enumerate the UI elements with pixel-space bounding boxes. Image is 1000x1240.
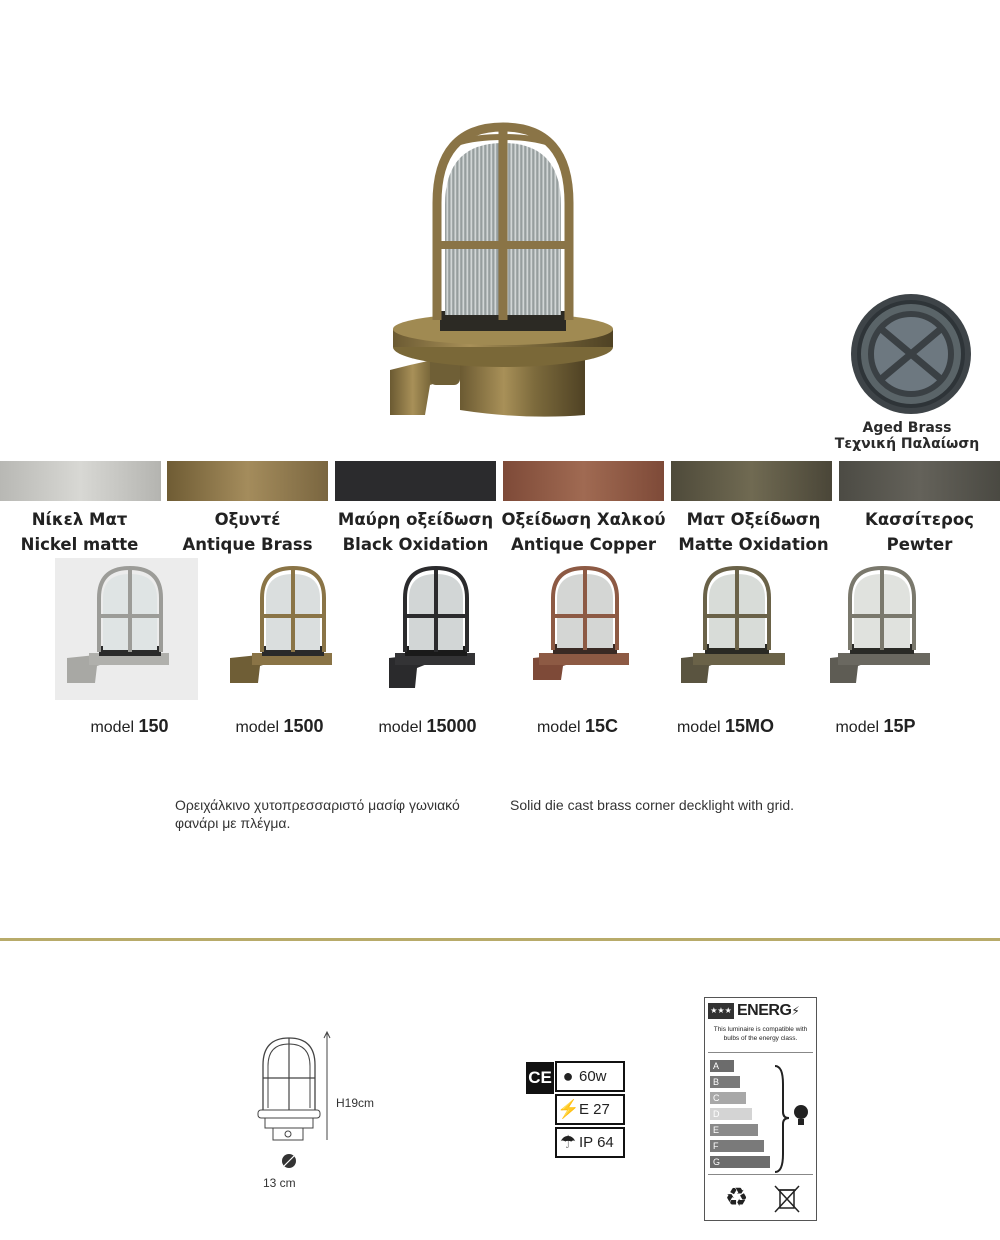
model-code: 15MO bbox=[725, 716, 775, 736]
height-dimension: H19cm bbox=[336, 1096, 375, 1110]
finish-english: Antique Copper bbox=[511, 535, 656, 554]
energy-label-note: This luminaire is compatible with bulbs of the energy class. bbox=[713, 1026, 808, 1042]
aged-brass-sample-image bbox=[850, 293, 972, 415]
energy-class-F: F bbox=[710, 1140, 764, 1152]
finish-english: Black Oxidation bbox=[342, 535, 489, 554]
model-label-15P bbox=[792, 716, 959, 737]
model-prefix: model bbox=[676, 719, 721, 736]
thumb-model-150 bbox=[55, 558, 198, 700]
model-code: 15000 bbox=[426, 716, 477, 736]
finish-greek: Οξυντέ bbox=[214, 510, 281, 529]
swatch-pewter bbox=[839, 461, 1000, 501]
diameter-dimension: 13 cm bbox=[263, 1176, 296, 1190]
lightning-icon: ⚡ bbox=[791, 1004, 800, 1018]
finish-name-antique-copper bbox=[500, 507, 667, 557]
swatch-black-oxidation bbox=[335, 461, 496, 501]
socket-value: E 27 bbox=[579, 1101, 610, 1118]
energy-class-A: A bbox=[710, 1060, 734, 1072]
thumb-model-15MO bbox=[677, 558, 820, 700]
swatch-nickel-matte bbox=[0, 461, 161, 501]
model-label-1500 bbox=[196, 716, 363, 737]
model-label-150 bbox=[46, 716, 213, 737]
diameter-icon bbox=[281, 1153, 297, 1169]
dimension-drawing bbox=[255, 1030, 335, 1150]
model-prefix: model bbox=[378, 719, 423, 736]
aged-brass-title: Aged Brass bbox=[862, 420, 952, 436]
swatch-antique-brass bbox=[167, 461, 328, 501]
energy-class-C: C bbox=[710, 1092, 746, 1104]
model-prefix: model bbox=[90, 719, 135, 736]
thumb-model-15C bbox=[525, 558, 668, 700]
thumb-model-1500 bbox=[218, 558, 361, 700]
model-code: 1500 bbox=[283, 716, 324, 736]
model-label-15C bbox=[494, 716, 661, 737]
swatch-matte-oxidation bbox=[671, 461, 832, 501]
model-label-15000 bbox=[344, 716, 511, 737]
aged-brass-subtitle: Τεχνική Παλαίωση bbox=[834, 436, 980, 452]
finish-greek: Μαύρη οξείδωση bbox=[337, 510, 494, 529]
model-prefix: model bbox=[835, 719, 880, 736]
model-code: 150 bbox=[138, 716, 169, 736]
energy-class-G: G bbox=[710, 1156, 770, 1168]
spec-socket bbox=[555, 1094, 625, 1125]
wattage-value: 60w bbox=[579, 1068, 607, 1085]
finish-name-nickel bbox=[0, 507, 163, 557]
finish-greek: Οξείδωση Χαλκού bbox=[501, 510, 666, 529]
model-label-15MO bbox=[642, 716, 809, 737]
section-divider bbox=[0, 938, 1000, 941]
model-code: 15P bbox=[883, 716, 916, 736]
finish-greek: Κασσίτερος bbox=[865, 510, 974, 529]
energy-class-B: B bbox=[710, 1076, 740, 1088]
finish-english: Nickel matte bbox=[20, 535, 139, 554]
ce-mark: CE bbox=[526, 1062, 554, 1094]
bracket-bulb-icon bbox=[773, 1064, 813, 1174]
energy-label-title: ENERG bbox=[737, 1002, 792, 1019]
lightning-icon: ⚡ bbox=[557, 1099, 580, 1119]
energy-divider bbox=[708, 1052, 813, 1053]
model-prefix: model bbox=[235, 719, 280, 736]
finish-name-matte-oxidation bbox=[670, 507, 837, 557]
finish-greek: Ματ Οξείδωση bbox=[686, 510, 821, 529]
spec-ip bbox=[555, 1127, 625, 1158]
energy-divider bbox=[708, 1174, 813, 1175]
energy-label bbox=[704, 997, 817, 1221]
finish-english: Matte Oxidation bbox=[678, 535, 829, 554]
recycle-icon: ♻ bbox=[725, 1183, 749, 1213]
weee-bin-icon bbox=[773, 1184, 801, 1214]
finish-name-pewter bbox=[836, 507, 1000, 557]
finish-english: Pewter bbox=[886, 535, 953, 554]
energy-class-E: E bbox=[710, 1124, 758, 1136]
energy-label-header bbox=[708, 1001, 813, 1021]
thumb-model-15000 bbox=[357, 558, 500, 700]
bulb-icon: ● bbox=[562, 1066, 574, 1086]
model-prefix: model bbox=[536, 719, 581, 736]
energy-class-D: D bbox=[710, 1108, 752, 1120]
ip-value: IP 64 bbox=[579, 1134, 614, 1151]
swatch-antique-copper bbox=[503, 461, 664, 501]
model-code: 15C bbox=[585, 716, 619, 736]
thumb-model-15P bbox=[802, 558, 945, 700]
description-english: Solid die cast brass corner decklight with grid. bbox=[510, 797, 795, 813]
eu-flag-icon: ★★★ bbox=[708, 1003, 734, 1019]
aged-brass-label bbox=[832, 420, 982, 452]
finish-name-antique-brass bbox=[164, 507, 331, 557]
finish-greek: Νίκελ Ματ bbox=[31, 510, 128, 529]
hero-lamp-image bbox=[385, 115, 615, 425]
spec-wattage bbox=[555, 1061, 625, 1092]
rain-cloud-icon: ☂ bbox=[559, 1132, 577, 1152]
finish-name-black-oxidation bbox=[332, 507, 499, 557]
description-greek: Ορειχάλκινο χυτοπρεσσαριστό μασίφ γωνιακό φανάρι με πλέγμα. bbox=[175, 797, 460, 831]
finish-english: Antique Brass bbox=[182, 535, 313, 554]
